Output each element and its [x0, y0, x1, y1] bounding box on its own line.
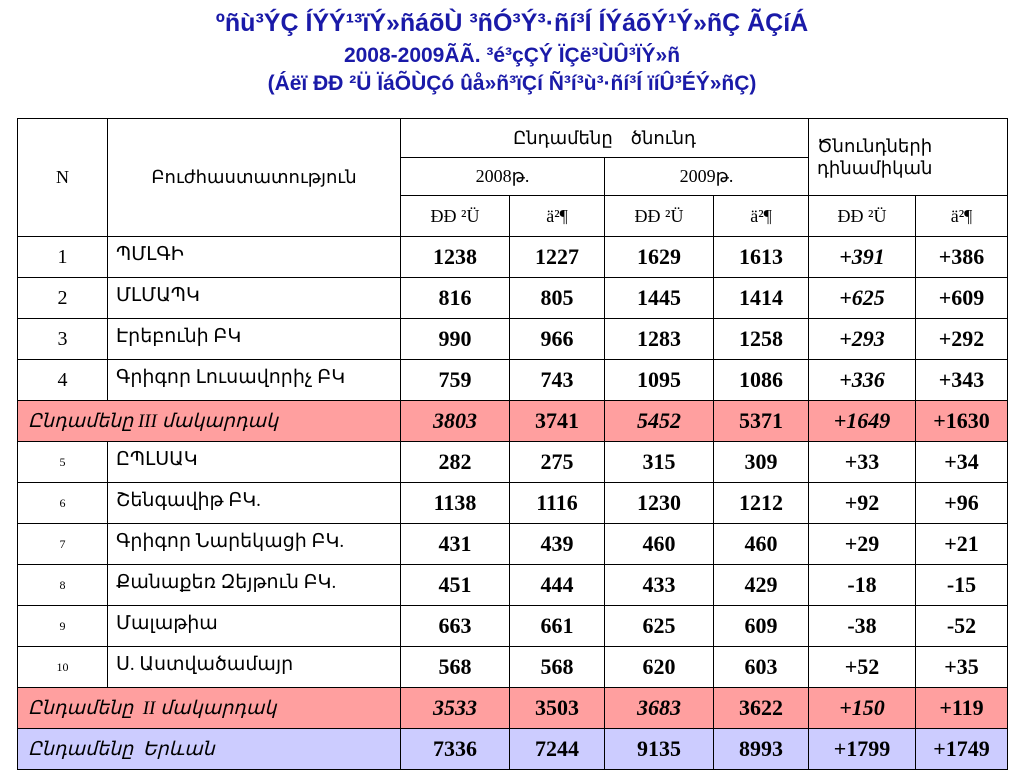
value-2009-b: 603 [714, 647, 809, 688]
table-row [18, 647, 1008, 688]
dynamics-b: -15 [916, 565, 1008, 606]
value-2009-a: 460 [605, 524, 714, 565]
value-2008-a: 1138 [401, 483, 510, 524]
row-number: 3 [18, 319, 108, 360]
institution-name: Գրիգոր Լուսավորիչ ԲԿ [108, 360, 401, 401]
dynamics-a: +1649 [809, 401, 916, 442]
value-2009-b: 1258 [714, 319, 809, 360]
row-number: 6 [18, 483, 108, 524]
value-2008-b: 7244 [510, 729, 605, 770]
value-2009-a: 9135 [605, 729, 714, 770]
row-number: 7 [18, 524, 108, 565]
dynamics-b: -52 [916, 606, 1008, 647]
city-label: Ընդամենը Երևան [18, 729, 401, 770]
value-2009-a: 3683 [605, 688, 714, 729]
table-row [18, 278, 1008, 319]
institution-name: ՄԼՄԱՊԿ [108, 278, 401, 319]
institution-name: Ս. Աստվածամայր [108, 647, 401, 688]
table-row [18, 524, 1008, 565]
value-2009-a: 5452 [605, 401, 714, 442]
table-row [18, 442, 1008, 483]
value-2009-a: 1095 [605, 360, 714, 401]
institution-name: ԸՊԼՍԱԿ [108, 442, 401, 483]
value-2009-b: 309 [714, 442, 809, 483]
dynamics-a: +29 [809, 524, 916, 565]
title-line-1: ºñù³ÝÇ ÍÝÝ¹³ïÝ»ñáõÙ ³ñÓ³Ý³·ñí³Í ÍÝáõÝ¹Ý»ñÇ ÃÇíÁ [215, 9, 809, 37]
row-number: 9 [18, 606, 108, 647]
header-col-b-2009: ä²¶ [714, 196, 809, 237]
value-2008-b: 439 [510, 524, 605, 565]
header-col-a-2009: ÐÐ ²Ü [605, 196, 714, 237]
value-2008-b: 3741 [510, 401, 605, 442]
institution-name: Շենգավիթ ԲԿ. [108, 483, 401, 524]
value-2008-a: 663 [401, 606, 510, 647]
table-row [18, 319, 1008, 360]
institution-name: Մալաթիա [108, 606, 401, 647]
value-2009-b: 3622 [714, 688, 809, 729]
value-2009-b: 1212 [714, 483, 809, 524]
dynamics-a: +1799 [809, 729, 916, 770]
header-col-a-dyn: ÐÐ ²Ü [809, 196, 916, 237]
header-total-births: Ընդամենը ծնունդ [401, 119, 809, 158]
births-table [17, 118, 1008, 770]
header-col-b-2008: ä²¶ [510, 196, 605, 237]
dynamics-b: +343 [916, 360, 1008, 401]
dynamics-b: +1749 [916, 729, 1008, 770]
dynamics-a: +33 [809, 442, 916, 483]
value-2008-a: 3533 [401, 688, 510, 729]
summary-row-level-2 [18, 688, 1008, 729]
value-2008-a: 1238 [401, 237, 510, 278]
summary-row-yerevan [18, 729, 1008, 770]
header-dynamics: Ծնունդների դինամիկան [809, 119, 1008, 196]
row-number: 8 [18, 565, 108, 606]
value-2009-a: 625 [605, 606, 714, 647]
value-2008-b: 568 [510, 647, 605, 688]
dynamics-a: +625 [809, 278, 916, 319]
value-2009-b: 5371 [714, 401, 809, 442]
dynamics-b: +292 [916, 319, 1008, 360]
summary-label: Ընդամենը III մակարդակ [18, 401, 401, 442]
value-2008-a: 568 [401, 647, 510, 688]
row-number: 4 [18, 360, 108, 401]
row-number: 10 [18, 647, 108, 688]
value-2008-a: 451 [401, 565, 510, 606]
value-2008-b: 805 [510, 278, 605, 319]
value-2008-b: 275 [510, 442, 605, 483]
summary-label: Ընդամենը II մակարդակ [18, 688, 401, 729]
table-row [18, 360, 1008, 401]
dynamics-b: +34 [916, 442, 1008, 483]
dynamics-a: -18 [809, 565, 916, 606]
value-2008-a: 282 [401, 442, 510, 483]
value-2009-b: 1086 [714, 360, 809, 401]
institution-name: Քանաքեռ Զեյթուն ԲԿ. [108, 565, 401, 606]
value-2008-a: 431 [401, 524, 510, 565]
value-2009-a: 1629 [605, 237, 714, 278]
value-2009-b: 460 [714, 524, 809, 565]
value-2009-a: 433 [605, 565, 714, 606]
dynamics-a: +92 [809, 483, 916, 524]
value-2008-b: 743 [510, 360, 605, 401]
value-2008-b: 3503 [510, 688, 605, 729]
dynamics-a: +150 [809, 688, 916, 729]
table-row [18, 565, 1008, 606]
header-institution: Բուժհաստատություն [108, 119, 401, 237]
dynamics-b: +35 [916, 647, 1008, 688]
institution-name: ՊՄԼԳԻ [108, 237, 401, 278]
row-number: 1 [18, 237, 108, 278]
institution-name: Էրեբունի ԲԿ [108, 319, 401, 360]
header-2009: 2009թ. [605, 158, 809, 196]
header-col-b-dyn: ä²¶ [916, 196, 1008, 237]
summary-row-level-3 [18, 401, 1008, 442]
dynamics-b: +119 [916, 688, 1008, 729]
value-2009-b: 429 [714, 565, 809, 606]
value-2008-a: 3803 [401, 401, 510, 442]
dynamics-b: +1630 [916, 401, 1008, 442]
value-2009-b: 1613 [714, 237, 809, 278]
dynamics-b: +386 [916, 237, 1008, 278]
dynamics-a: +293 [809, 319, 916, 360]
value-2008-b: 1227 [510, 237, 605, 278]
value-2009-b: 1414 [714, 278, 809, 319]
value-2008-a: 816 [401, 278, 510, 319]
dynamics-a: +336 [809, 360, 916, 401]
table-row [18, 237, 1008, 278]
value-2009-a: 1283 [605, 319, 714, 360]
value-2009-b: 8993 [714, 729, 809, 770]
dynamics-b: +21 [916, 524, 1008, 565]
header-col-a-2008: ÐÐ ²Ü [401, 196, 510, 237]
value-2008-b: 444 [510, 565, 605, 606]
value-2008-a: 990 [401, 319, 510, 360]
dynamics-a: +391 [809, 237, 916, 278]
value-2008-a: 759 [401, 360, 510, 401]
row-number: 5 [18, 442, 108, 483]
title-line-2: 2008-2009ÃÃ. ³é³çÇÝ ÏÇë³ÙÛ³ÏÝ»ñ [343, 44, 681, 67]
row-number: 2 [18, 278, 108, 319]
value-2009-b: 609 [714, 606, 809, 647]
value-2009-a: 315 [605, 442, 714, 483]
dynamics-a: +52 [809, 647, 916, 688]
value-2008-b: 1116 [510, 483, 605, 524]
value-2008-b: 966 [510, 319, 605, 360]
dynamics-b: +609 [916, 278, 1008, 319]
value-2009-a: 620 [605, 647, 714, 688]
table-row [18, 606, 1008, 647]
header-2008: 2008թ. [401, 158, 605, 196]
value-2009-a: 1445 [605, 278, 714, 319]
institution-name: Գրիգոր Նարեկացի ԲԿ. [108, 524, 401, 565]
table-row [18, 483, 1008, 524]
title-line-3: (Áëï ÐÐ ²Ü ÏáÕÙÇó ûå»ñ³ïÇí Ñ³í³ù³·ñí³Í ïíÛ³ÉÝ»ñÇ) [267, 72, 757, 95]
value-2009-a: 1230 [605, 483, 714, 524]
value-2008-b: 661 [510, 606, 605, 647]
value-2008-a: 7336 [401, 729, 510, 770]
dynamics-a: -38 [809, 606, 916, 647]
dynamics-b: +96 [916, 483, 1008, 524]
header-n: N [18, 119, 108, 237]
